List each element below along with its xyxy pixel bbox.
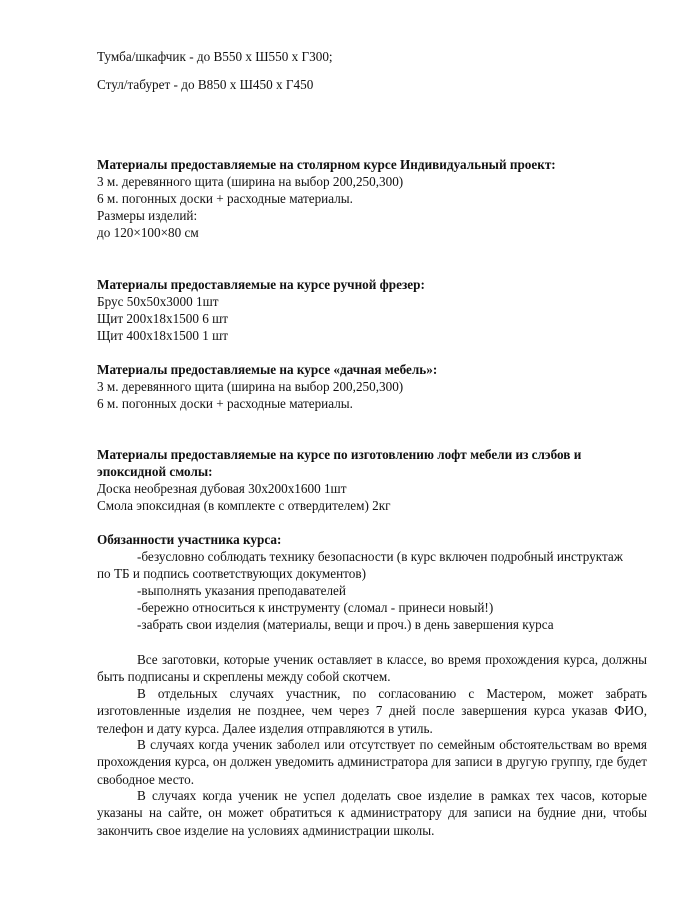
list-item: Щит 200х18х1500 6 шт <box>97 311 229 326</box>
list-item: 6 м. погонных доски + расходные материалы. <box>97 191 353 206</box>
paragraph-illness: В случаях когда ученик заболел или отсутствует по семейным обстоятельствам во время прохождения курса, он должен уведомить администратора для записи в другую группу, где будет свободное место. <box>97 737 647 787</box>
list-item: до 120×100×80 см <box>97 225 199 240</box>
heading-loft-furniture: Материалы предоставляемые на курсе по изготовлению лофт мебели из слэбов и <box>97 447 582 462</box>
heading-hand-router: Материалы предоставляемые на курсе ручной фрезер: <box>97 277 425 292</box>
duty-item: -безусловно соблюдать технику безопасности (в курс включен подробный инструктаж <box>137 549 623 564</box>
paragraph-unfinished: В случаях когда ученик не успел доделать свое изделие в рамках тех часов, которые указаны на сайте, он может обратиться к администратору для записи на будние дни, чтобы закончить свое изделие на условиях администрации школы. <box>97 788 647 838</box>
text-line-chair: Стул/табурет - до В850 х Ш450 х Г450 <box>97 77 314 92</box>
heading-participant-duties: Обязанности участника курса: <box>97 532 282 547</box>
duty-item-cont: по ТБ и подпись соответствующих документов) <box>97 566 366 581</box>
list-item: 3 м. деревянного щита (ширина на выбор 200,250,300) <box>97 379 404 394</box>
heading-dacha-furniture: Материалы предоставляемые на курсе «дачная мебель»: <box>97 362 438 377</box>
list-item: 3 м. деревянного щита (ширина на выбор 200,250,300) <box>97 174 404 189</box>
list-item: Доска необрезная дубовая 30х200х1600 1шт <box>97 481 347 496</box>
heading-loft-furniture-cont: эпоксидной смолы: <box>97 464 213 479</box>
duty-item: -бережно относиться к инструменту (сломал - принеси новый!) <box>137 600 494 615</box>
duty-item: -забрать свои изделия (материалы, вещи и проч.) в день завершения курса <box>137 617 554 632</box>
heading-individual-project: Материалы предоставляемые на столярном курсе Индивидуальный проект: <box>97 157 556 172</box>
text-line-cabinet: Тумба/шкафчик - до В550 х Ш550 х Г300; <box>97 49 333 64</box>
paragraph-pickup: В отдельных случаях участник, по согласованию с Мастером, может забрать изготовленные изделия не позднее, чем через 7 дней после завершения курса указав ФИО, телефон и дату курса. Далее изделия отправляются в утиль. <box>97 686 647 736</box>
list-item: 6 м. погонных доски + расходные материалы. <box>97 396 353 411</box>
list-item: Размеры изделий: <box>97 208 198 223</box>
duty-item: -выполнять указания преподавателей <box>137 583 346 598</box>
list-item: Щит 400х18х1500 1 шт <box>97 328 229 343</box>
list-item: Брус 50х50х3000 1шт <box>97 294 219 309</box>
paragraph-workpieces: Все заготовки, которые ученик оставляет в классе, во время прохождения курса, должны быть подписаны и скреплены между собой скотчем. <box>97 652 647 685</box>
list-item: Смола эпоксидная (в комплекте с отвердителем) 2кг <box>97 498 391 513</box>
